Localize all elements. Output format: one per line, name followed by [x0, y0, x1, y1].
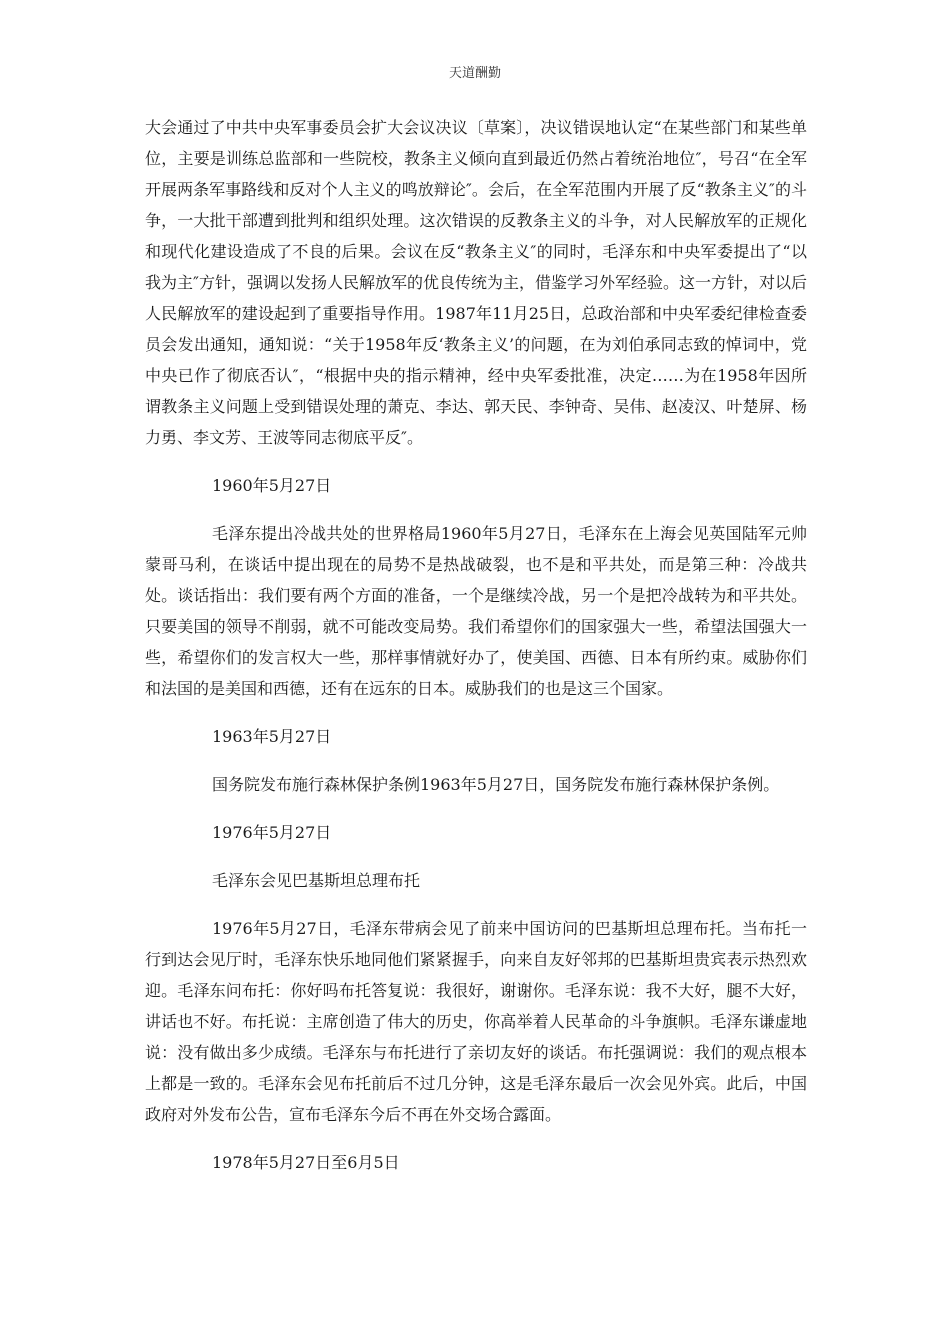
- paragraph-1963-forest: 国务院发布施行森林保护条例1963年5月27日，国务院发布施行森林保护条例。: [212, 775, 780, 794]
- document-body: [145, 112, 807, 1178]
- paragraph-1976-bhutto: 1976年5月27日，毛泽东带病会见了前来中国访问的巴基斯坦总理布托。当布托一行到达会见厅时，毛泽东快乐地同他们紧紧握手，向来自友好邻邦的巴基斯坦贵宾表示热烈欢迎。毛泽东问布托：你好吗布托答复说：我很好，谢谢你。毛泽东说：我不大好，腿不大好，讲话也不好。布托说：主席创造了伟大的历史，你高举着人民革命的斗争旗帜。毛泽东谦虚地说：没有做出多少成绩。毛泽东与布托进行了亲切友好的谈话。布托强调说：我们的观点根本上都是一致的。毛泽东会见布托前后不过几分钟，这是毛泽东最后一次会见外宾。此后，中国政府对外发布公告，宣布毛泽东今后不再在外交场合露面。: [145, 919, 807, 1124]
- paragraph-1958-meeting: 大会通过了中共中央军事委员会扩大会议决议〔草案〕，决议错误地认定“在某些部门和某些单位，主要是训练总监部和一些院校，教条主义倾向直到最近仍然占着统治地位″，号召“在全军开展两条军事路线和反对个人主义的鸣放辩论″。会后，在全军范围内开展了反“教条主义″的斗争，一大批干部遭到批判和组织处理。这次错误的反教条主义的斗争，对人民解放军的正规化和现代化建设造成了不良的后果。会议在反“教条主义″的同时，毛泽东和中央军委提出了“以我为主″方针，强调以发扬人民解放军的优良传统为主，借鉴学习外军经验。这一方针，对以后人民解放军的建设起到了重要指导作用。1987年11月25日，总政治部和中央军委纪律检查委员会发出通知，通知说：“关于1958年反‘教条主义’的问题，在为刘伯承同志致的悼词中，党中央已作了彻底否认″，“根据中央的指示精神，经中央军委批准，决定……为在1958年因所谓教条主义问题上受到错误处理的萧克、李达、郭天民、李钟奇、吴伟、赵凌汉、叶楚屏、杨力勇、李文芳、王波等同志彻底平反″。: [145, 118, 807, 447]
- paragraph-1960-cold-war: 毛泽东提出冷战共处的世界格局1960年5月27日，毛泽东在上海会见英国陆军元帅蒙哥马利，在谈话中提出现在的局势不是热战破裂，也不是和平共处，而是第三种：冷战共处。谈话指出：我们要有两个方面的准备，一个是继续冷战，另一个是把冷战转为和平共处。只要美国的领导不削弱，就不可能改变局势。我们希望你们的国家强大一些，希望法国强大一些，希望你们的发言权大一些，那样事情就好办了，使美国、西德、日本有所约束。威胁你们和法国的是美国和西德，还有在远东的日本。威胁我们的也是这三个国家。: [145, 524, 807, 698]
- subheading-1976-bhutto: 毛泽东会见巴基斯坦总理布托: [212, 871, 421, 890]
- page-header: 天道酬勤: [448, 66, 501, 81]
- date-heading-1978: 1978年5月27日至6月5日: [212, 1153, 400, 1172]
- date-heading-1976: 1976年5月27日: [212, 823, 332, 842]
- date-heading-1960: 1960年5月27日: [212, 476, 332, 495]
- date-heading-1963: 1963年5月27日: [212, 727, 332, 746]
